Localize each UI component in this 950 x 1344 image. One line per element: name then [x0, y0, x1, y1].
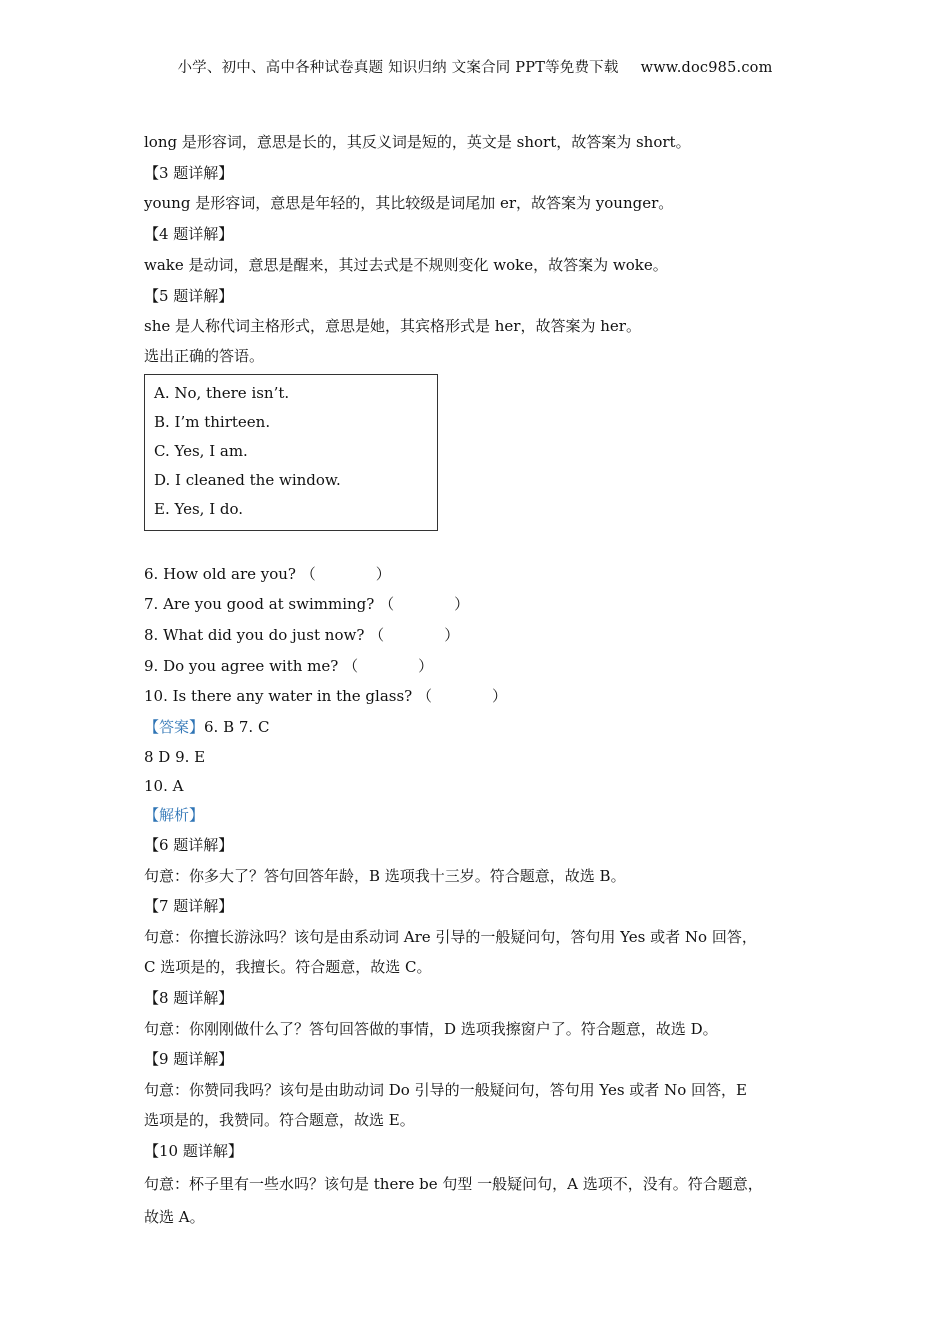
explanation-line: 句意：你赞同我吗？该句是由助动词 Do 引导的一般疑问句，答句用 Yes 或者 No 回答，E: [144, 1081, 747, 1099]
section-heading: 【6 题详解】: [144, 836, 234, 854]
text-line: she 是人称代词主格形式，意思是她，其宾格形式是 her，故答案为 her。: [144, 317, 641, 335]
explanation-line: C 选项是的，我擅长。符合题意，故选 C。: [144, 958, 432, 976]
explanation-line: 故选 A。: [144, 1208, 205, 1226]
answer-line-3: 10. A: [144, 777, 184, 795]
options-box: [144, 374, 438, 531]
explanation-line: 选项是的，我赞同。符合题意，故选 E。: [144, 1111, 415, 1129]
question-7: 7. Are you good at swimming? （ ）: [144, 595, 470, 613]
analysis-label: 【解析】: [144, 806, 205, 824]
answer-line-1: 【答案】6. B 7. C: [144, 718, 270, 736]
option-d: D. I cleaned the window.: [154, 471, 341, 489]
answer-label: 【答案】: [144, 718, 205, 736]
text-line: young 是形容词，意思是年轻的，其比较级是词尾加 er，故答案为 younger。: [144, 194, 674, 212]
question-8: 8. What did you do just now? （ ）: [144, 626, 460, 644]
question-10: 10. Is there any water in the glass? （ ）: [144, 687, 508, 705]
header-text: 小学、初中、高中各种试卷真题 知识归纳 文案合同 PPT等免费下载: [177, 60, 619, 76]
text-line: long 是形容词，意思是长的，其反义词是短的，英文是 short，故答案为 short。: [144, 133, 691, 151]
explanation-line: 句意：你刚刚做什么了？答句回答做的事情，D 选项我擦窗户了。符合题意，故选 D。: [144, 1020, 718, 1038]
section-heading: 【10 题详解】: [144, 1142, 243, 1160]
explanation-line: 句意：你擅长游泳吗？该句是由系动词 Are 引导的一般疑问句，答句用 Yes 或者 No 回答，: [144, 928, 757, 946]
text-line: wake 是动词，意思是醒来，其过去式是不规则变化 woke，故答案为 woke。: [144, 256, 668, 274]
option-b: B. I’m thirteen.: [154, 413, 271, 431]
instruction: 选出正确的答语。: [144, 347, 265, 365]
explanation-line: 句意：杯子里有一些水吗？该句是 there be 句型 一般疑问句，A 选项不，没有。符合题意，: [144, 1175, 763, 1193]
question-9: 9. Do you agree with me? （ ）: [144, 657, 434, 675]
section-heading: 【8 题详解】: [144, 989, 234, 1007]
option-c: C. Yes, I am.: [154, 442, 248, 460]
explanation-line: 句意：你多大了？答句回答年龄，B 选项我十三岁。符合题意，故选 B。: [144, 867, 626, 885]
header-site: www.doc985.com: [640, 60, 773, 76]
section-heading: 【4 题详解】: [144, 225, 234, 243]
option-e: E. Yes, I do.: [154, 500, 244, 518]
section-heading: 【5 题详解】: [144, 287, 234, 305]
question-6: 6. How old are you? （ ）: [144, 565, 391, 583]
section-heading: 【7 题详解】: [144, 897, 234, 915]
section-heading: 【3 题详解】: [144, 164, 234, 182]
option-a: A. No, there isn’t.: [154, 384, 290, 402]
answer-line-2: 8 D 9. E: [144, 748, 206, 766]
section-heading: 【9 题详解】: [144, 1050, 234, 1068]
page-header: [0, 56, 950, 77]
